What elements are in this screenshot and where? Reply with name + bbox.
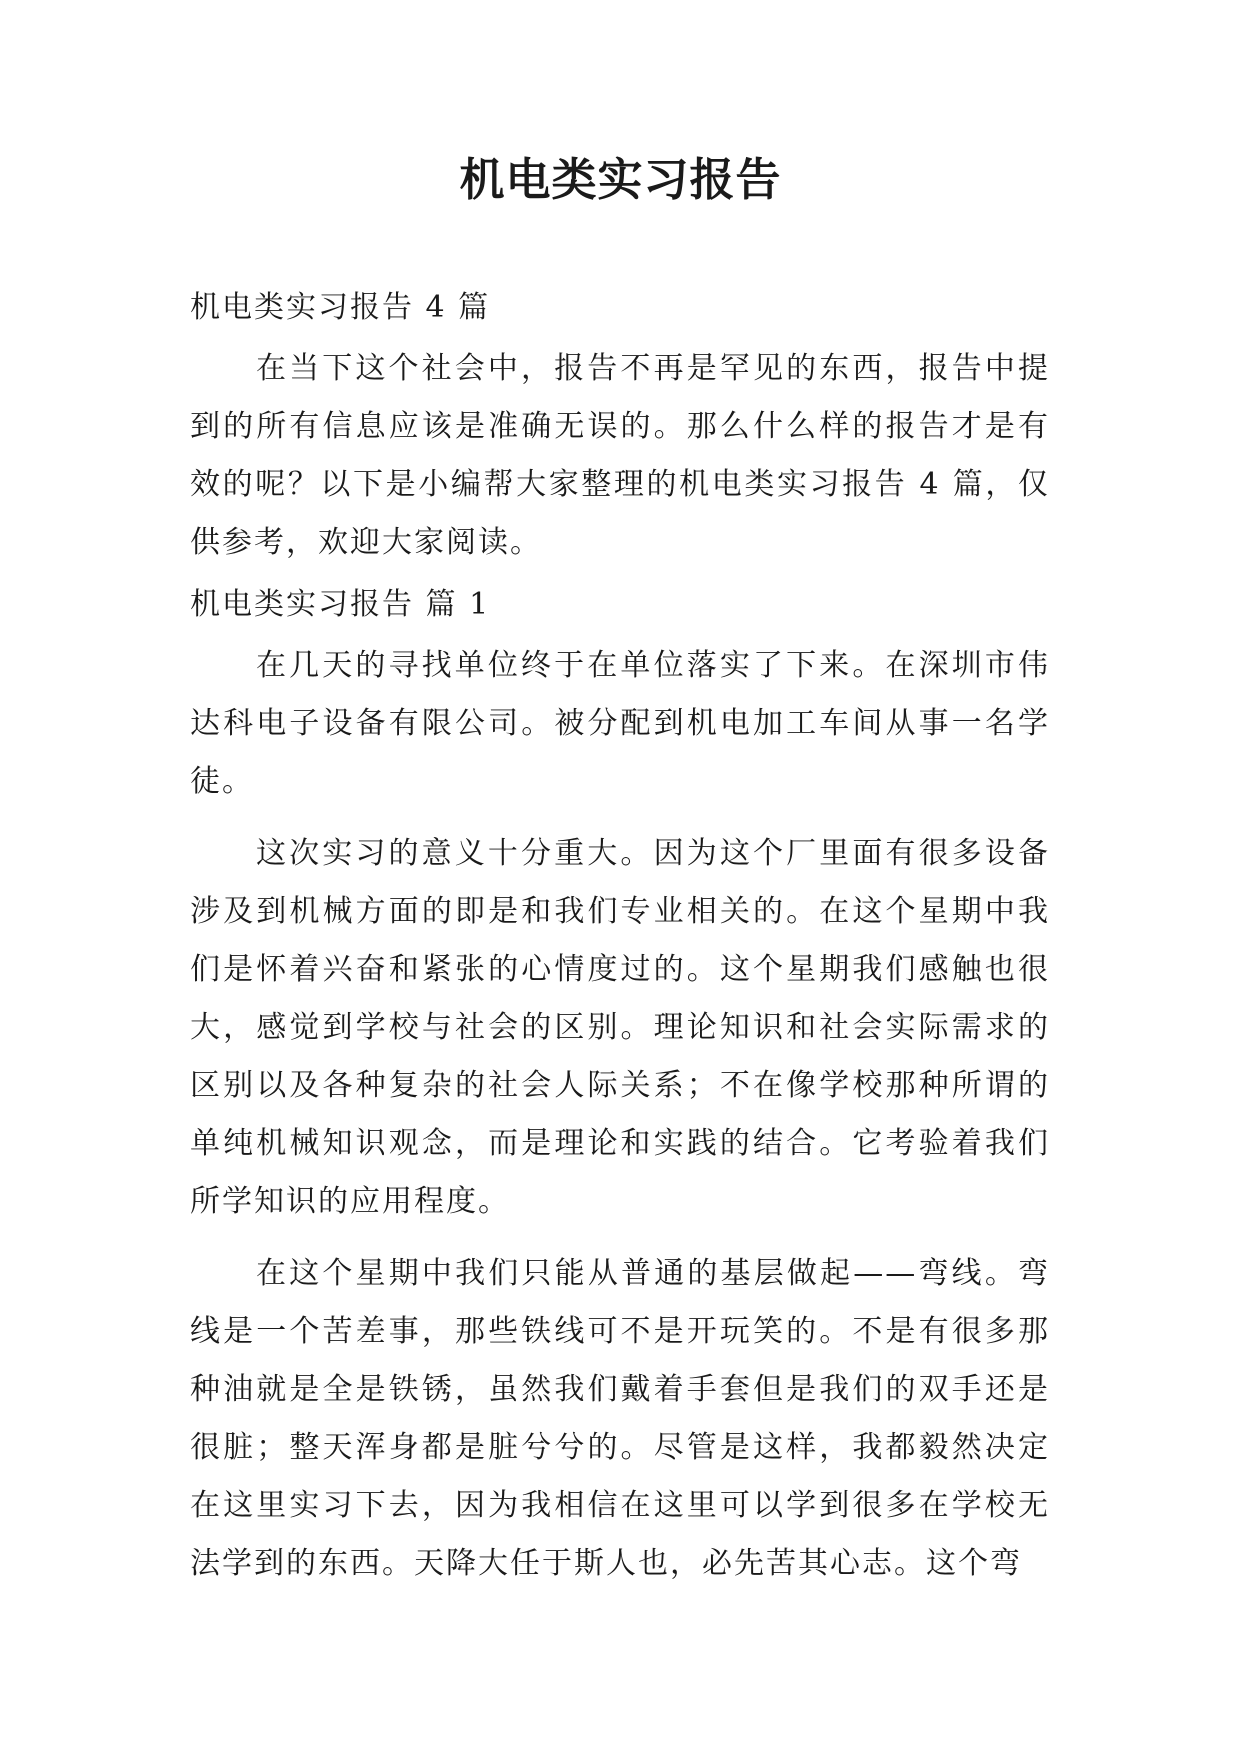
body-paragraph: 这次实习的意义十分重大。因为这个厂里面有很多设备涉及到机械方面的即是和我们专业相关的。在这个星期中我们是怀着兴奋和紧张的心情度过的。这个星期我们感触也很大，感觉到学校与社会的区别。理论知识和社会实际需求的区别以及各种复杂的社会人际关系；不在像学校那种所谓的单纯机械知识观念，而是理论和实践的结合。它考验着我们所学知识的应用程度。: [190, 836, 1050, 1219]
body-paragraph: 在几天的寻找单位终于在单位落实了下来。在深圳市伟达科电子设备有限公司。被分配到机电加工车间从事一名学徒。: [190, 648, 1050, 799]
document-body: [190, 285, 1050, 1593]
collection-subtitle: 机电类实习报告 4 篇: [190, 290, 491, 325]
intro-paragraph: 在当下这个社会中，报告不再是罕见的东西，报告中提到的所有信息应该是准确无误的。那么什么样的报告才是有效的呢？以下是小编帮大家整理的机电类实习报告 4 篇，仅供参考，欢迎大家阅读。: [190, 351, 1050, 560]
body-paragraph: 在这个星期中我们只能从普通的基层做起——弯线。弯线是一个苦差事，那些铁线可不是开玩笑的。不是有很多那种油就是全是铁锈，虽然我们戴着手套但是我们的双手还是很脏；整天浑身都是脏兮兮的。尽管是这样，我都毅然决定在这里实习下去，因为我相信在这里可以学到很多在学校无法学到的东西。天降大任于斯人也，必先苦其心志。这个弯: [190, 1256, 1050, 1581]
document-title: 机电类实习报告: [459, 153, 782, 206]
section-heading: 机电类实习报告 篇 1: [190, 587, 491, 622]
